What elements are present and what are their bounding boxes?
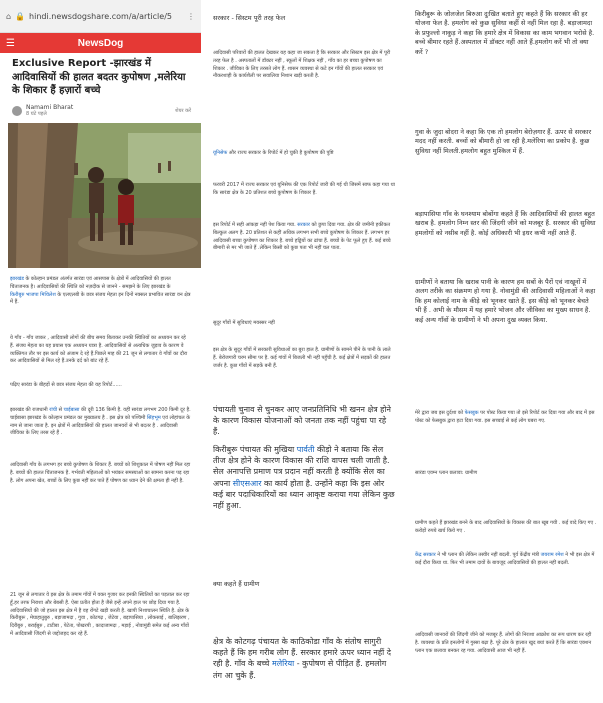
col1-para-7: 21 जून से लगातार वे इस क्षेत्र के तमाम गाँवों में वक्त गुजार कर इनकी स्थितियों का पड़ताल कर रहा हूँ.हर तरफ निराशा और बेबसी है. ऐसा प्रतीत होता है जैसे इन्हें अपने हाल पर छोड़ दिया गया है. आदिवासियों की जो हालत इस क्षेत्र में है वह रोंगटे खड़ी करती है. खापी निशाचालन स्थिति है. क्षेत्र के किरीबुरू , मेघाहातुबुरु , बड़ाजामदा , गुवा , कोटगढ़ , जेटेया , बड़ापासिया , लोकसाई , बालिझरण , दिरीबुरु , बराईबुरु , टाटीबा , पेटेता, पोखरपी , कादाजामदा , मड़ाई , नोवामुंडी समेत कई अन्य गाँवों में आदिवासी जिंदगी से जद्दोजहद कर रहे हैं. [10,592,190,637]
col2-para-1: आदिवासी परिवारों की हालत देखकर यह कहा जा सकता है कि सरकार और सिस्टम इस क्षेत्र में पूरी तरह फेल है . अस्पतालों में डॉक्टर नहीं , स्कूलों में शिक्षक नहीं , गाँव का हर बच्चा कुपोषण का शिकार . जीविका के लिए तरसते लोग हैं. शासन व्यवस्था से कटे इन गाँवों की हालत सरकार एवं नौकरशाही के कार्यशैली पर सवालिया निशान खड़ी करती है. [213,50,391,80]
col2-para-3: इस रिपोर्ट में सही आंकड़ा नहीं पेश किया गया. सरकार को छुपा दिया गया. क्षेत्र की जमीनी हकीकत बिल्कुल अलग है. 20 प्रतिशत से कहीं अधिक लगभग सभी बच्चे कुपोषण के शिकार हैं. लगभग हर आदिवासी बच्चा कुपोषण का शिकार है. बच्चे हड्डियों का ढांचा हैं. बच्चों के पेट फूले हुए हैं. कई बच्चे बीमारी से मर भी जाते हैं .लेकिन किसी को कुछ पता भी नहीं चल पाता. [213,222,391,252]
col1-para-4: पढ़िए सारंडा के बीहड़ों से छात्र संजय मेहता की यह रिपोर्ट...... [10,382,122,388]
article-column-3 [405,0,603,703]
link-jairam-ramesh[interactable]: जयराम रमेश [540,552,564,558]
link-unicef[interactable]: यूनिसेफ [213,150,228,156]
section-heading-system-fail: सरकार - सिस्टम पूरी तरह फेल [213,14,286,22]
article-column-2 [203,0,401,703]
author-name: Namami Bharat [26,104,74,111]
col3-para-3: बड़ापासिया गाँव के घनश्याम बोबोंगा कहते हैं कि आदिवासियों की हालत बहुत खराब है. हमलोग निम्न स्तर की जिंदगी जीने को मजबूर हैं. सरकार की सुविधा हमलोगों को नसीब नहीं है. कोई अधिकारी भी इधर कभी नहीं आते हैं. [415,210,596,237]
link-facebook[interactable]: फेसबुक [464,410,479,416]
link-jharkhand[interactable]: झारखंड [10,276,24,282]
col2-para-7: क्षेत्र के कोटगढ़ पंचायत के काठिकोडा गाँव के संतोष सागुरी कहते हैं कि हम गरीब लोग हैं. सरकार हमारे ऊपर ध्यान नहीं दे रही है. गाँव के बच्चे मलेरिया - कुपोषण से पीड़ित हैं. हमलोग तंग आ चुके हैं. [213,637,391,680]
article-column-1 [0,0,201,703]
home-icon[interactable]: ⌂ [6,11,12,21]
menu-icon[interactable]: ☰ [6,37,15,49]
col1-para-6: आदिवासी गाँव के लगभग हर बच्चे कुपोषण के शिकार हैं. बच्चों को शिशुकाल में पोषण नहीं मिल रहा है. बच्चों की हालत चिंताजनक है. गर्भवती महिलाओं को भयंकर समस्याओं का सामना करना पड़ रहा है. लोग अपना खेत, बच्चों के लिए कुछ नहीं कर पाते हैं पोषण का ध्यान देने की क्षमता ही नहीं है. [10,462,191,484]
col3-para-2: गुवा के जुदा बोदरा ने कहा कि एक तो हमलोग बेरोज़गार हैं. ऊपर से सरकार मदद नहीं करती. बच्चों को बीमारी हो जा रही है.मलेरिया का प्रकोप है. कुछ सुविधा नहीं मिलती.हमलोग बहुत मुश्किल में हैं. [415,128,592,155]
link-ranchi[interactable]: रांची [49,407,58,413]
col1-para-5: झारखंड की राजधानी रांची से चाईबासा की दूरी 136 किमी है. वहीं सारंडा लगभग 200 किमी दूर है. चाईबासा झारखंड के कोल्हान प्रमंडल का मुख्यालय है . इस क्षेत्र को पश्चिमी सिंहभूम एवं लोहांचल के नाम से जाना जाता है. इन क्षेत्रों में आदिवासियों की हालत जानवरों से भी बदतर है . आदिवासी जीविका के लिए तरस रहे हैं . [10,407,191,437]
col3-para-8: आदिवासी जानवरों की जिंदगी जीने को मजबूर हैं. लोगों की निराशा आक्रोश का रूप धारण कर रही है. व्यवस्था के प्रति इनलोगों में गुस्सा बढ़ा है. पूरे क्षेत्र के हालात खुद बयां करते हैं कि सारंडा एक्शन प्लान एक छलावा बनकर रह गया. आदिवासी आज भी नहीं हैं. [415,632,592,654]
more-icon[interactable]: ⋮ [187,11,195,21]
app-logo: NewsDog [77,37,124,49]
link-malaria[interactable]: मलेरिया [271,659,295,669]
col3-para-7: केंद्र सरकार ने भी प्लान की लेकिन तस्वीर नहीं बदली. पूर्व केंद्रीय मंत्री जयराम रमेश ने भी इस क्षेत्र में कई दौरा किया था. फिर भी तमाम दावों के बावजूद आदिवासियों की हालत नहीं बदली. [415,552,595,566]
author-avatar [12,106,22,116]
col3-para-1: किरीबुरू के जोलजेल बिरुआ दुःखित बताते हुए कहते हैं कि सरकार की हर योजना फेल है. हमलोग को कुछ सुविधा कहीं से नहीं मिल रहा है. बड़ाजामदा के प्रफुल्लो नाकुड़ ने कहा कि हमारे क्षेत्र में विकास का काम भगवान भरोसे है. बच्चे बीमार रहते हैं.अस्पताल में डॉक्टर नहीं आते हैं.हमलोग करें भी तो क्या करें ? [415,10,595,56]
lock-icon: 🔒 [15,11,26,21]
article-headline: Exclusive Report -झारखंड में आदिवासियों की हालत बदतर कुपोषण ,मलेरिया के शिकार हैं हज़ारों बच्चे [12,58,186,96]
col2-para-4: इस क्षेत्र के सुदूर गाँवों में सरकारी सुविधाओं का बुरा हाल है. ग्रामीणों के सामने पीने के पानी के लाले हैं. बेरोजगारी चरम सीमा पर है. कई गांवों में बिजली भी नहीं पहुँची है. कई क्षेत्रों में सड़कों की हालत जर्जर है. कुछ गाँवों में सड़कें बनी हैं. [213,347,391,369]
link-parvati[interactable]: पार्वती [296,445,315,454]
col3-para-6: ग्रामीण कहते हैं झारखंड बनने के बाद आदिवासियों के विकास की बात खूब गयी . कई वादे किए गए . करोड़ों रुपये खर्च किये गए . [415,520,597,534]
col2-para-2: फरवरी 2017 में राज्य सरकार एवं यूनिसेफ की एक रिपोर्ट जारी की गई थी जिसमें साफ कहा गया था कि सारंडा क्षेत्र के 20 प्रतिशत बच्चे कुपोषण के शिकार हैं. [213,182,395,196]
col2-para-5: पंचायती चुनाव से चुनकर आए जनप्रतिनिधि भी खनन क्षेत्र होने के कारण विकास योजनाओं को जनता तक नहीं पहुंचा पा रहे हैं. [213,405,391,437]
link-csr[interactable]: सीएसआर [232,478,262,488]
section-heading-saranda-plan: सारंडा एवम्न प्लान छलावा: ग्रामीण [415,470,478,476]
col1-para-1: झारखंड के कोल्हान प्रमंडल अंतर्गत सारंडा एवं आसपास के क्षेत्रों में आदिवासियों की हालत चिंताजनक है। आदिवासियों की स्थिति को नज़दीक से जानने - समझने के लिए झारखंड के किरीबुरु भाजपा मिथिलेश के एलएलबी के छात्र संजय मेहता इन दिनों नक्सल प्रभावित सारंडा वन क्षेत्र में हैं. [10,276,191,306]
link-sarkar[interactable]: सरकार [297,222,310,228]
col1-para-3: ये गाँव - गाँव जाकर , आदिवासी लोगों की बीच समय बिताकर उनकी स्थितियों का अध्ययन कर रहे हैं. संजय मेहता का यह प्रयास एक अध्ययन यात्रा है. आदिवासियों से अत्यधिक जुड़ाव के कारण वे व्यक्तिगत तौर पर इस कार्य को अंजाम दे रहे हैं.पिछले माह की 21 जून से लगातार वे गाँवों का दौरा कर आदिवासियों से मिल रहे हैं.उनके दर्द को बांट रहे हैं. [10,335,188,365]
article-photo [8,123,201,268]
app-header [0,33,201,53]
link-central-govt[interactable]: केंद्र सरकार [415,552,436,558]
col3-para-5: मेरे द्वारा जब इस दुर्दशा को फेसबुक पर पोस्ट किया गया तो इसे रिपोर्ट कर दिया गया और बाद में इस पोस्ट को फेसबुक द्वारा हटा दिया गया. इस सच्चाई से कई लोग घबरा गए. [415,410,595,424]
section-heading-remote-villages: सुदूर गाँवों में सुविधाएं मयस्सर नहीं [213,320,275,326]
browser-url-bar[interactable] [0,0,201,33]
publish-date: 8 घंटे पहले [26,111,47,117]
section-heading-villagers: क्या कहते हैं ग्रामीण [213,580,260,588]
url-text[interactable]: hindi.newsdogshare.com/a/article/5 [29,11,172,21]
link-chaibasa[interactable]: चाईबासा [63,407,80,413]
share-button[interactable]: शेयर करें [175,107,191,114]
link-singhbhum[interactable]: सिंहभूम [146,414,161,421]
section-heading-unicef: यूनिसेफ और राज्य सरकार के रिपोर्ट में हो चुकी है कुपोषण की पुष्टि [213,150,334,156]
byline [0,100,201,120]
col2-para-6: किरीबुरू पंचायत की मुखिया पार्वती कीड़ो ने बताया कि सेल तीज क्षेत्र होने के कारण विकास की राशि वापस चली जाती है. सेल अनापत्ति प्रमाण पत्र प्रदान नहीं करती है क्योंकि सेल का अपना सीएसआर का कार्य होता है. उन्होंने कहा कि इस ओर कई बार पदाधिकारियों का ध्यान आकृष्ट कराया गया लेकिन कुछ नहीं हुआ. [213,445,395,510]
col3-para-4: ग्रामीणों ने बताया कि खराब पानी के कारण हम सबों के पैरों एवं नाखूनों में अलग तरीके का संक्रमण हो गया है. नोवामुंडी की आदिवासी महिलाओं ने कहा कि हम कोलाई नाम के कीड़े को भूनकर खाते हैं. इस कीड़े को भूनकर बेचते भी हैं . अभी के मौसम में यह हमारे भोजन और जीविका का मुख्य साधन है. कई अन्य गाँवों के ग्रामीणों ने भी अपना दुख व्यक्त किया. [415,278,596,324]
link-kiriburu[interactable]: किरीबुरु भाजपा मिथिलेश [10,291,56,298]
